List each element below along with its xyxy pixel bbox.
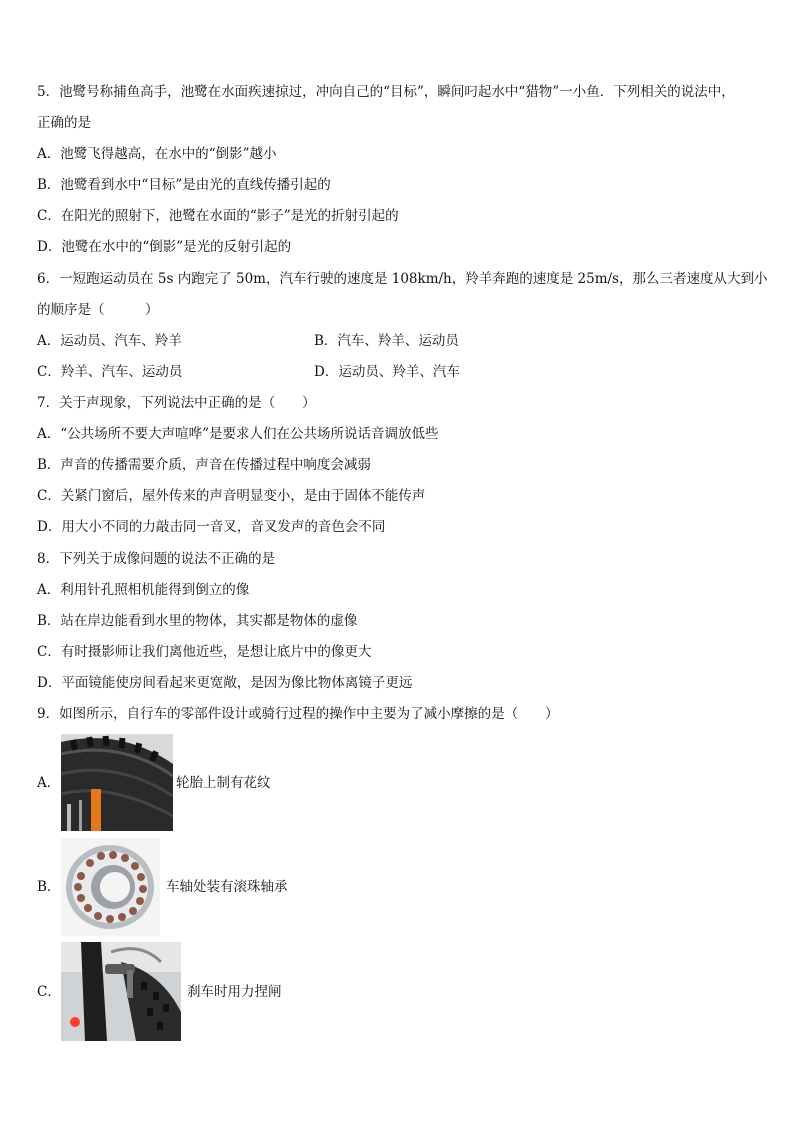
q8-option-a: A．利用针孔照相机能得到倒立的像 (37, 582, 250, 598)
q7-option-a: A．“公共场所不要大声喧哗”是要求人们在公共场所说话音调放低些 (37, 426, 439, 442)
q7-option-b: B．声音的传播需要介质，声音在传播过程中响度会减弱 (37, 457, 371, 473)
q5-stem-line1: 5．池鹭号称捕鱼高手，池鹭在水面疾速掠过，冲向自己的“目标”，瞬间叼起水中“猎物”一小鱼．下列相关的说法中， (37, 84, 735, 100)
q6-option-c: C．羚羊、汽车、运动员 (37, 364, 183, 380)
q8-option-b: B．站在岸边能看到水里的物体，其实都是物体的虚像 (37, 613, 358, 629)
q5-stem-line2: 正确的是 (37, 115, 91, 131)
q9-option-a-text: 轮胎上制有花纹 (176, 775, 271, 791)
q5-option-d: D．池鹭在水中的“倒影”是光的反射引起的 (37, 239, 292, 255)
q9-stem: 9．如图所示，自行车的零部件设计或骑行过程的操作中主要为了减小摩擦的是（ ） (37, 706, 559, 722)
q5-option-a: A．池鹭飞得越高，在水中的“倒影”越小 (37, 146, 277, 162)
q9-option-a-letter: A． (37, 775, 61, 791)
tire-tread-photo (61, 734, 173, 831)
q9-option-c-letter: C． (37, 984, 61, 1000)
q7-option-c: C．关紧门窗后，屋外传来的声音明显变小，是由于固体不能传声 (37, 488, 426, 504)
q9-option-b-letter: B． (37, 879, 61, 895)
q7-stem: 7．关于声现象，下列说法中正确的是（ ） (37, 395, 316, 411)
q8-option-c: C．有时摄影师让我们离他近些，是想让底片中的像更大 (37, 644, 372, 660)
brake-photo (61, 942, 181, 1041)
q6-option-a: A．运动员、汽车、羚羊 (37, 333, 182, 349)
ball-bearing-photo (61, 838, 160, 936)
q9-option-c-text: 刹车时用力捏闸 (187, 984, 282, 1000)
q9-option-b-text: 车轴处装有滚珠轴承 (166, 879, 288, 895)
q8-option-d: D．平面镜能使房间看起来更宽敞，是因为像比物体离镜子更远 (37, 675, 413, 691)
q7-option-d: D．用大小不同的力敲击同一音叉，音叉发声的音色会不同 (37, 519, 386, 535)
q8-stem: 8．下列关于成像问题的说法不正确的是 (37, 551, 276, 567)
q5-option-b: B．池鹭看到水中“目标”是由光的直线传播引起的 (37, 177, 331, 193)
q6-stem-line2: 的顺序是（ ） (37, 302, 159, 318)
q6-option-d: D．运动员、羚羊、汽车 (314, 364, 460, 380)
q6-stem-line1: 6．一短跑运动员在 5s 内跑完了 50m，汽车行驶的速度是 108km/h，羚羊奔跑的速度是 25m/s，那么三者速度从大到小 (37, 271, 768, 287)
q5-option-c: C．在阳光的照射下，池鹭在水面的“影子”是光的折射引起的 (37, 208, 399, 224)
q6-option-b: B．汽车、羚羊、运动员 (314, 333, 459, 349)
